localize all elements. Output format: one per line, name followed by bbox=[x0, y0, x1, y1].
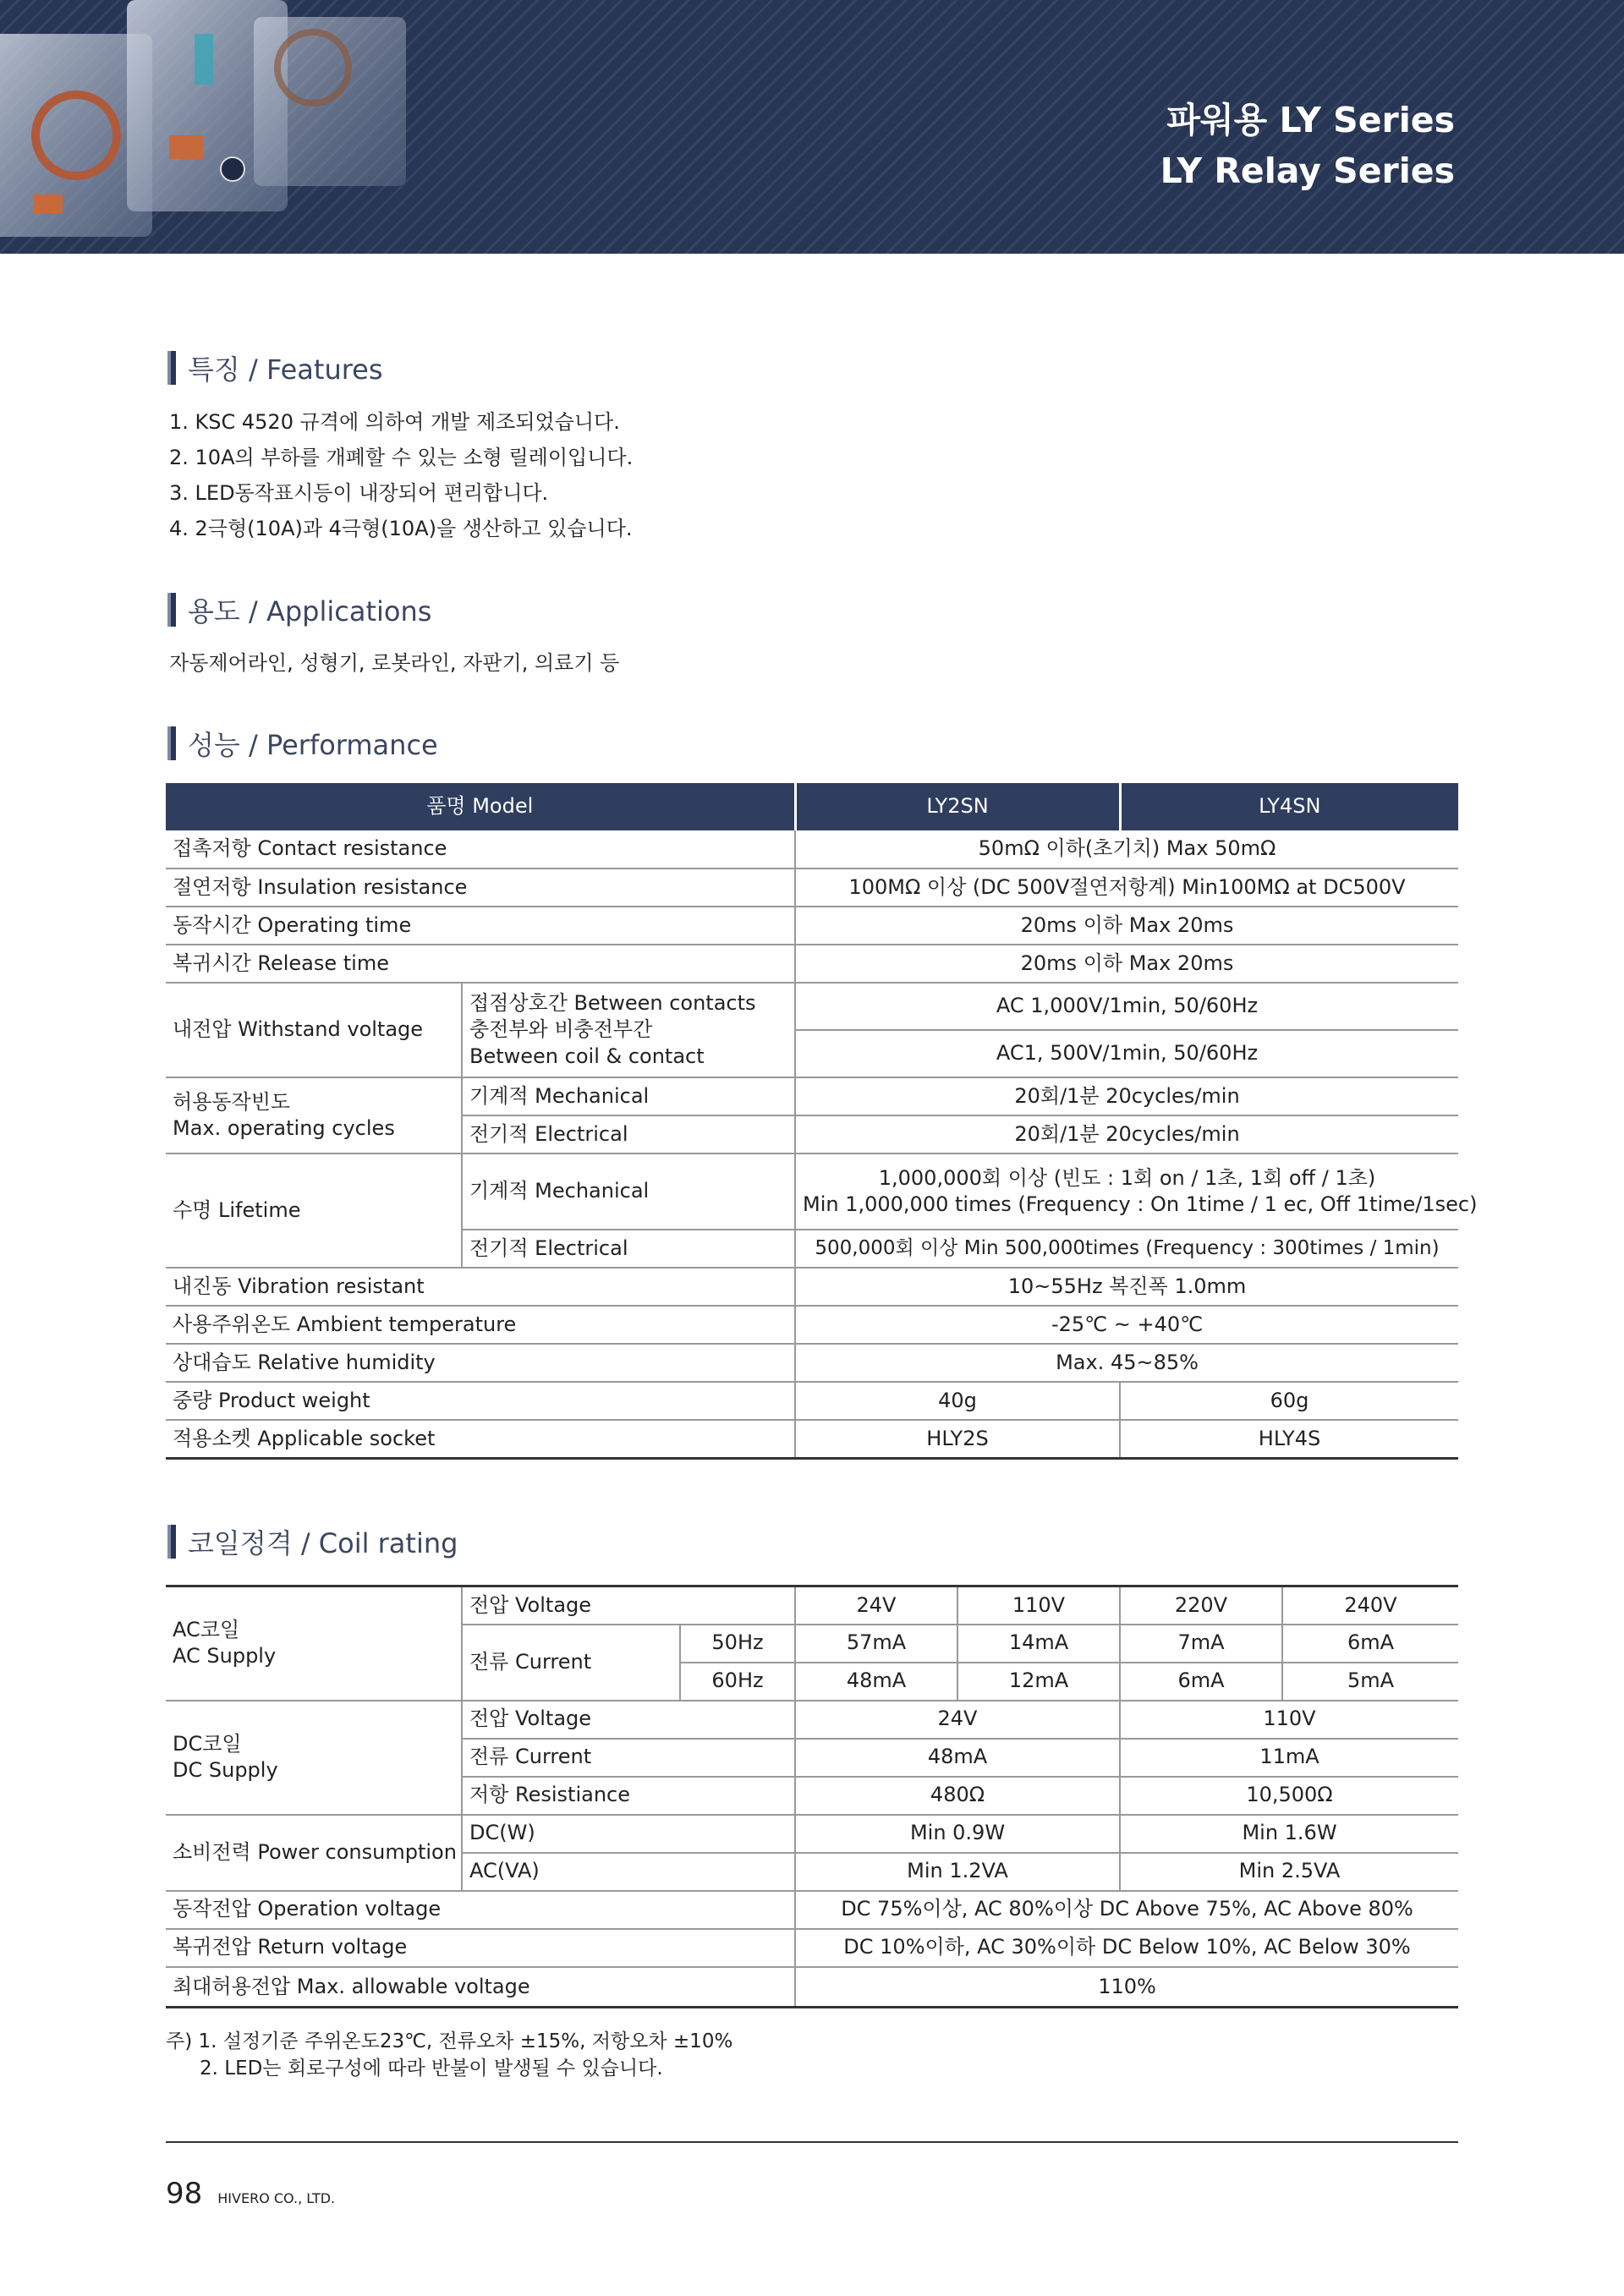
ac-current-50: 14mA bbox=[957, 1625, 1120, 1663]
label-en: DC Supply bbox=[173, 1758, 278, 1782]
row-label: 복귀시간 Release time bbox=[166, 945, 795, 983]
banner-title-en: LY Relay Series bbox=[1160, 151, 1455, 191]
table-row bbox=[166, 983, 1458, 1030]
row-label bbox=[166, 1077, 462, 1153]
applications-text: 자동제어라인, 성형기, 로봇라인, 자판기, 의료기 등 bbox=[169, 651, 620, 675]
header-ly2sn: LY2SN bbox=[795, 783, 1120, 830]
table-row bbox=[166, 1586, 1458, 1625]
table-row bbox=[166, 1077, 1458, 1115]
header-banner bbox=[0, 0, 1624, 254]
dc-current: 11mA bbox=[1120, 1739, 1458, 1777]
table-row bbox=[166, 1420, 1458, 1458]
sublabel: 충전부와 비충전부간 bbox=[469, 1017, 653, 1042]
features-heading bbox=[167, 348, 383, 387]
sublabel: 전압 Voltage bbox=[462, 1586, 795, 1625]
table-row bbox=[166, 1967, 1458, 2008]
row-value: AC 1,000V/1min, 50/60Hz bbox=[795, 983, 1458, 1030]
row-value: 500,000회 이상 Min 500,000times (Frequency : 300times / 1min) bbox=[795, 1230, 1458, 1268]
dc-current: 48mA bbox=[795, 1739, 1120, 1777]
row-label: 소비전력 Power consumption bbox=[166, 1815, 462, 1891]
ac-current-60: 48mA bbox=[795, 1663, 957, 1701]
applications-heading-text: 용도 / Applications bbox=[188, 595, 432, 627]
ac-current-50: 57mA bbox=[795, 1625, 957, 1663]
row-value-ly4sn: 60g bbox=[1120, 1382, 1458, 1420]
row-label: 접촉저항 Contact resistance bbox=[166, 830, 795, 869]
feature-item: 4. 2극형(10A)과 4극형(10A)을 생산하고 있습니다. bbox=[169, 517, 633, 540]
ac-current-50: 6mA bbox=[1282, 1625, 1458, 1663]
withstand-sublabels bbox=[462, 983, 795, 1077]
sublabel: Between coil & contact bbox=[469, 1044, 705, 1068]
row-value: DC 10%이하, AC 30%이하 DC Below 10%, AC Below 30% bbox=[795, 1929, 1458, 1967]
label-ko: DC코일 bbox=[173, 1731, 242, 1756]
row-label: 적용소켓 Applicable socket bbox=[166, 1420, 795, 1458]
table-row bbox=[166, 830, 1458, 869]
row-label: 중량 Product weight bbox=[166, 1382, 795, 1420]
row-value: DC 75%이상, AC 80%이상 DC Above 75%, AC Above 80% bbox=[795, 1891, 1458, 1929]
row-label: 내전압 Withstand voltage bbox=[166, 983, 462, 1077]
row-label bbox=[166, 1586, 462, 1701]
power-dc: Min 0.9W bbox=[795, 1815, 1120, 1853]
row-value-ly2sn: 40g bbox=[795, 1382, 1120, 1420]
row-label bbox=[166, 1701, 462, 1815]
ac-voltage: 240V bbox=[1282, 1586, 1458, 1625]
sublabel: 전류 Current bbox=[462, 1625, 680, 1701]
row-value: 110% bbox=[795, 1967, 1458, 2008]
performance-table bbox=[166, 783, 1478, 1460]
row-value: AC1, 500V/1min, 50/60Hz bbox=[795, 1030, 1458, 1077]
sublabel: 접점상호간 Between contacts bbox=[469, 991, 756, 1016]
label-ko: AC코일 bbox=[173, 1618, 240, 1642]
row-value-ly4sn: HLY4S bbox=[1120, 1420, 1458, 1458]
row-value: 20회/1분 20cycles/min bbox=[795, 1115, 1458, 1153]
label-en: AC Supply bbox=[173, 1644, 277, 1669]
row-value: 50mΩ 이하(초기치) Max 50mΩ bbox=[795, 830, 1458, 869]
banner-title-ko: 파워용 LY Series bbox=[1166, 100, 1455, 140]
dc-resistance: 480Ω bbox=[795, 1777, 1120, 1815]
row-label: 최대허용전압 Max. allowable voltage bbox=[166, 1967, 795, 2008]
row-value bbox=[795, 1153, 1478, 1230]
sublabel: 기계적 Mechanical bbox=[462, 1153, 795, 1230]
row-label: 절연저항 Insulation resistance bbox=[166, 869, 795, 907]
page-footer bbox=[166, 2177, 335, 2211]
sublabel: 저항 Resistiance bbox=[462, 1777, 795, 1815]
sublabel: 전기적 Electrical bbox=[462, 1230, 795, 1268]
label-en: Max. operating cycles bbox=[173, 1116, 395, 1140]
table-row bbox=[166, 1344, 1458, 1382]
table-row bbox=[166, 945, 1458, 983]
feature-item: 2. 10A의 부하를 개폐할 수 있는 소형 릴레이입니다. bbox=[169, 446, 634, 469]
power-dc: Min 1.6W bbox=[1120, 1815, 1458, 1853]
row-value: 100MΩ 이상 (DC 500V절연저항계) Min100MΩ at DC500V bbox=[795, 869, 1458, 907]
footnote: 주) 1. 설정기준 주위온도23℃, 전류오차 ±15%, 저항오차 ±10% bbox=[166, 2030, 733, 2052]
row-value: 10~55Hz 복진폭 1.0mm bbox=[795, 1268, 1458, 1306]
table-row bbox=[166, 1153, 1458, 1230]
sublabel: 전압 Voltage bbox=[462, 1701, 795, 1739]
header-model: 품명 Model bbox=[166, 783, 795, 830]
page-number: 98 bbox=[166, 2177, 203, 2211]
ac-voltage: 110V bbox=[957, 1586, 1120, 1625]
row-value: 20ms 이하 Max 20ms bbox=[795, 907, 1458, 945]
footnote: 2. LED는 회로구성에 따라 반불이 발생될 수 있습니다. bbox=[200, 2058, 663, 2080]
table-row bbox=[166, 869, 1458, 907]
heading-bar bbox=[167, 593, 176, 627]
table-row bbox=[166, 1306, 1458, 1344]
table-row bbox=[166, 1891, 1458, 1929]
row-label: 상대습도 Relative humidity bbox=[166, 1344, 795, 1382]
row-label: 내진동 Vibration resistant bbox=[166, 1268, 795, 1306]
row-value: 20회/1분 20cycles/min bbox=[795, 1077, 1458, 1115]
row-label: 복귀전압 Return voltage bbox=[166, 1929, 795, 1967]
table-row bbox=[166, 1268, 1458, 1306]
row-label: 수명 Lifetime bbox=[166, 1153, 462, 1268]
sublabel: 전기적 Electrical bbox=[462, 1115, 795, 1153]
sublabel: DC(W) bbox=[462, 1815, 795, 1853]
row-label: 동작시간 Operating time bbox=[166, 907, 795, 945]
sublabel: AC(VA) bbox=[462, 1853, 795, 1891]
row-value: Max. 45~85% bbox=[795, 1344, 1458, 1382]
freq-label: 50Hz bbox=[680, 1625, 795, 1663]
row-value-ly2sn: HLY2S bbox=[795, 1420, 1120, 1458]
dc-resistance: 10,500Ω bbox=[1120, 1777, 1458, 1815]
ac-current-60: 6mA bbox=[1120, 1663, 1282, 1701]
table-row bbox=[166, 1701, 1458, 1739]
ac-voltage: 220V bbox=[1120, 1586, 1282, 1625]
company-name: HIVERO CO., LTD. bbox=[217, 2190, 336, 2206]
applications-heading bbox=[167, 590, 431, 629]
feature-item: 3. LED동작표시등이 내장되어 편리합니다. bbox=[169, 481, 549, 505]
row-label: 동작전압 Operation voltage bbox=[166, 1891, 795, 1929]
table-header-row bbox=[166, 783, 1458, 830]
header-ly4sn: LY4SN bbox=[1120, 783, 1458, 830]
freq-label: 60Hz bbox=[680, 1663, 795, 1701]
footer-divider bbox=[166, 2141, 1458, 2143]
ac-current-50: 7mA bbox=[1120, 1625, 1282, 1663]
table-row bbox=[166, 907, 1458, 945]
features-heading-text: 특징 / Features bbox=[188, 353, 383, 386]
heading-bar bbox=[167, 1525, 176, 1559]
performance-heading bbox=[167, 724, 438, 763]
heading-bar bbox=[167, 351, 176, 385]
coil-table bbox=[166, 1585, 1458, 2008]
table-row bbox=[166, 1929, 1458, 1967]
row-label: 사용주위온도 Ambient temperature bbox=[166, 1306, 795, 1344]
feature-item: 1. KSC 4520 규격에 의하여 개발 제조되었습니다. bbox=[169, 410, 620, 434]
ac-voltage: 24V bbox=[795, 1586, 957, 1625]
coil-heading-text: 코일정격 / Coil rating bbox=[188, 1527, 458, 1559]
power-ac: Min 2.5VA bbox=[1120, 1853, 1458, 1891]
sublabel: 기계적 Mechanical bbox=[462, 1077, 795, 1115]
dc-voltage: 24V bbox=[795, 1701, 1120, 1739]
sublabel: 전류 Current bbox=[462, 1739, 795, 1777]
row-value: -25℃ ~ +40℃ bbox=[795, 1306, 1458, 1344]
label-ko: 허용동작빈도 bbox=[173, 1089, 291, 1114]
performance-heading-text: 성능 / Performance bbox=[188, 729, 438, 761]
table-row bbox=[166, 1382, 1458, 1420]
footnotes bbox=[166, 2028, 732, 2082]
heading-bar bbox=[167, 726, 176, 760]
table-row bbox=[166, 1815, 1458, 1853]
value-line: 1,000,000회 이상 (빈도 : 1회 on / 1초, 1회 off / 1초) bbox=[878, 1165, 1376, 1190]
coil-heading bbox=[167, 1522, 458, 1561]
ac-current-60: 12mA bbox=[957, 1663, 1120, 1701]
features-list bbox=[169, 404, 633, 546]
ac-current-60: 5mA bbox=[1282, 1663, 1458, 1701]
value-line: Min 1,000,000 times (Frequency : On 1time / 1 ec, Off 1time/1sec) bbox=[803, 1192, 1478, 1216]
row-value: 20ms 이하 Max 20ms bbox=[795, 945, 1458, 983]
relay-product-image bbox=[0, 0, 474, 254]
dc-voltage: 110V bbox=[1120, 1701, 1458, 1739]
power-ac: Min 1.2VA bbox=[795, 1853, 1120, 1891]
